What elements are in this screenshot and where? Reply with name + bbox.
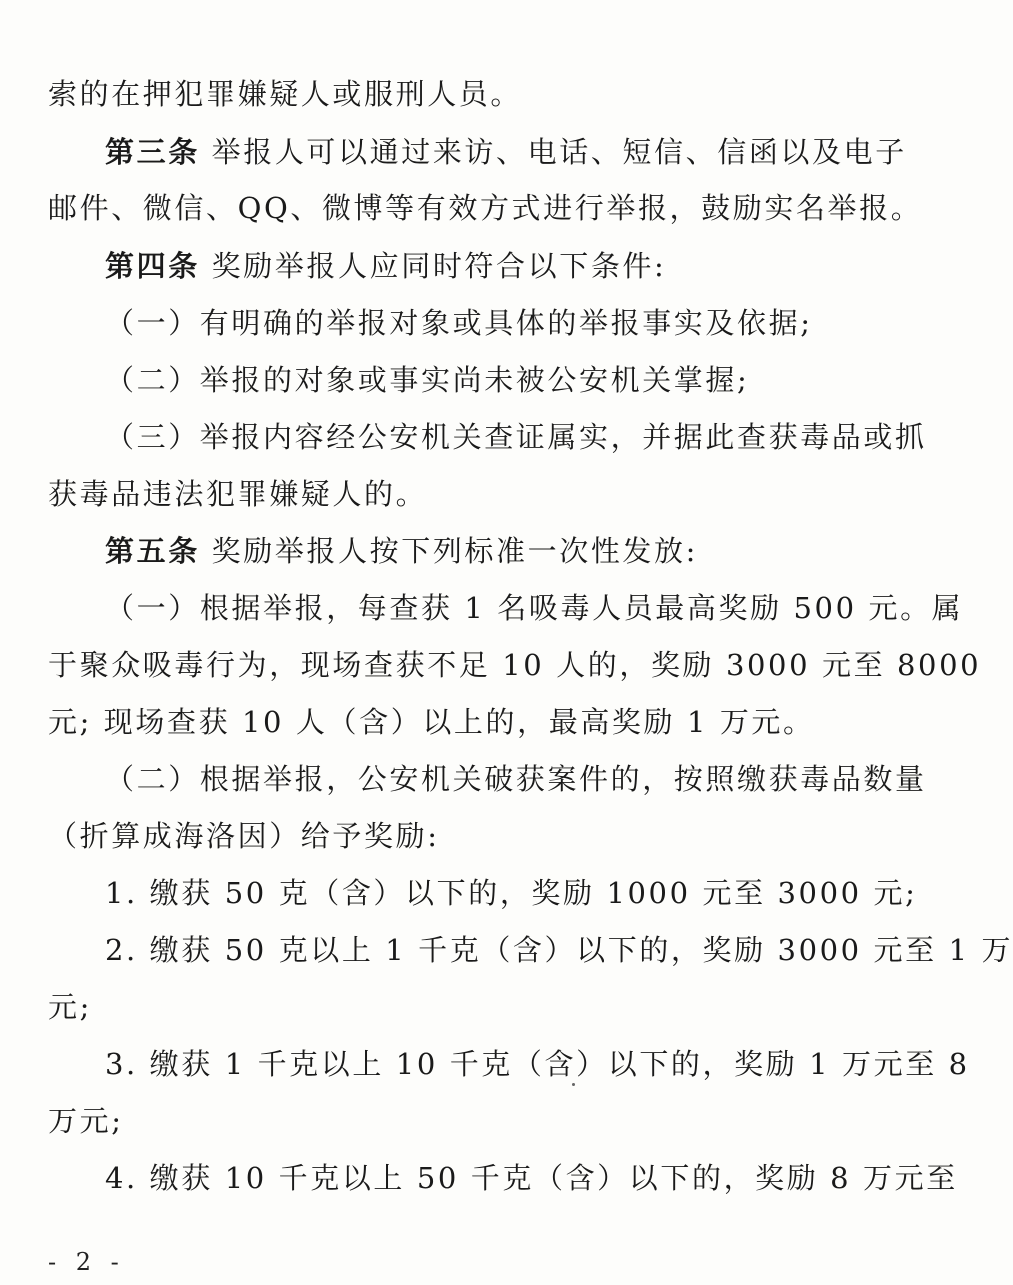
line-text: （一）有明确的举报对象或具体的举报事实及依据; — [105, 306, 813, 340]
page-number: - 2 - — [48, 1248, 125, 1276]
text-line — [0, 417, 993, 457]
line-text: （二）举报的对象或事实尚未被公安机关掌握; — [105, 363, 750, 397]
article-5-line — [0, 531, 993, 571]
line-text: 1. 缴获 50 克（含）以下的，奖励 1000 元至 3000 元; — [105, 876, 918, 910]
text-line — [0, 1101, 936, 1141]
text-line — [0, 816, 936, 856]
line-text: 元; 现场查获 10 人（含）以上的，最高奖励 1 万元。 — [48, 705, 815, 739]
text-line — [0, 930, 1013, 970]
article-heading: 第三条 — [105, 135, 200, 169]
text-line — [0, 74, 936, 114]
line-text: 万元; — [48, 1104, 124, 1138]
text-line — [0, 360, 993, 400]
text-line — [0, 1044, 993, 1084]
text-line — [0, 702, 936, 742]
text-line — [0, 588, 993, 628]
line-text: 索的在押犯罪嫌疑人或服刑人员。 — [48, 77, 523, 111]
text-line — [0, 759, 993, 799]
line-text: 3. 缴获 1 千克以上 10 千克（含）以下的，奖励 1 万元至 8 — [105, 1047, 970, 1081]
article-heading: 第四条 — [105, 249, 200, 283]
line-text: （一）根据举报，每查获 1 名吸毒人员最高奖励 500 元。属 — [105, 591, 964, 625]
text-line — [0, 474, 936, 514]
line-text: 获毒品违法犯罪嫌疑人的。 — [48, 477, 428, 511]
article-3-line — [0, 132, 993, 172]
text-line — [0, 873, 993, 913]
line-text: 于聚众吸毒行为，现场查获不足 10 人的，奖励 3000 元至 8000 — [48, 648, 982, 682]
line-text: （三）举报内容经公安机关查证属实，并据此查获毒品或抓 — [105, 420, 927, 454]
line-text: 4. 缴获 10 千克以上 50 千克（含）以下的，奖励 8 万元至 — [105, 1161, 958, 1195]
line-text: 元; — [48, 990, 92, 1024]
text-line — [0, 1158, 993, 1198]
line-text: 邮件、微信、QQ、微博等有效方式进行举报，鼓励实名举报。 — [48, 191, 923, 225]
article-heading: 第五条 — [105, 534, 200, 568]
line-text: 2. 缴获 50 克以上 1 千克（含）以下的，奖励 3000 元至 1 万 — [105, 933, 1013, 967]
scan-speck — [572, 1083, 575, 1086]
line-text: 奖励举报人应同时符合以下条件: — [199, 249, 667, 283]
text-line — [0, 645, 982, 685]
text-line — [0, 303, 993, 343]
line-text: （折算成海洛因）给予奖励: — [48, 819, 440, 853]
article-4-line — [0, 246, 993, 286]
line-text: （二）根据举报，公安机关破获案件的，按照缴获毒品数量 — [105, 762, 927, 796]
text-line — [0, 188, 936, 228]
line-text: 奖励举报人按下列标准一次性发放: — [199, 534, 699, 568]
line-text: 举报人可以通过来访、电话、短信、信函以及电子 — [199, 135, 907, 169]
text-line — [0, 987, 936, 1027]
